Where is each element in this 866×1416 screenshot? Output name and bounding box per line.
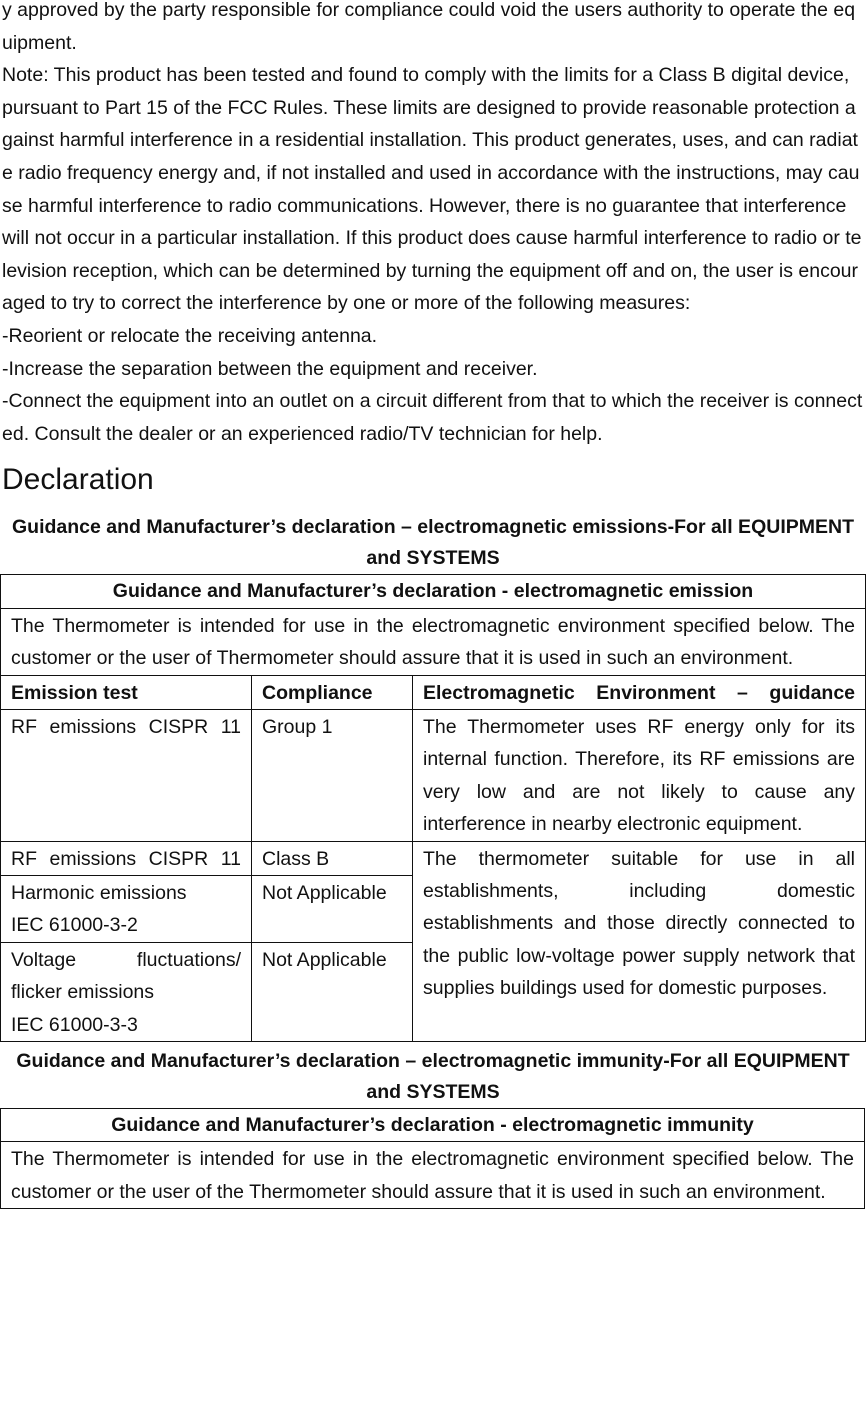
cell-emission-test (1, 942, 252, 1041)
table-row (1, 575, 866, 608)
table-header-row (1, 675, 866, 709)
fcc-note-paragraph: Note: This product has been tested and found to comply with the limits for a Class B digital device, pursuant to Part 15 of the FCC Rules. These limits are designed to provide reasonable protection against harmful interference in a residential installation. This product generates, uses, and can radiate radio frequency energy and, if not installed and used in accordance with the instructions, may cause harmful interference to radio communications. However, there is no guarantee that interference will not occur in a particular installation. If this product does cause harmful interference to radio or television reception, which can be determined by turning the equipment off and on, the user is encouraged to try to correct the interference by one or more of the following measures: (2, 64, 862, 315)
measure-outlet: -Connect the equipment into an outlet on a circuit different from that to which the receiver is connected. Consult the dealer or an experienced radio/TV technician for help. (2, 390, 863, 445)
cell-compliance: Not Applicable (252, 942, 413, 1041)
test-line: IEC 61000-3-2 (11, 914, 138, 937)
emissions-table (0, 574, 866, 1042)
cell-guidance-merged: The thermometer suitable for use in all establishments, including domestic establishments and those directly connected to the public low-voltage power supply network that supplies buildings used for domestic purposes. (413, 841, 866, 1041)
table-row (1, 608, 866, 675)
header-emission-test: Emission test (1, 675, 252, 709)
test-line: IEC 61000-3-3 (11, 1013, 138, 1036)
declaration-heading: Declaration (2, 463, 154, 497)
cell-compliance: Group 1 (252, 709, 413, 841)
emissions-table-title: Guidance and Manufacturer’s declaration - electromagnetic emission (1, 575, 866, 608)
test-line: Voltage fluctuations/ (11, 948, 241, 971)
header-compliance: Compliance (252, 675, 413, 709)
table-row (1, 841, 866, 875)
header-guidance: Electromagnetic Environment – guidance (413, 675, 866, 709)
test-line: flicker emissions (11, 981, 155, 1004)
measure-separation: -Increase the separation between the equipment and receiver. (2, 357, 538, 380)
emissions-caption: Guidance and Manufacturer’s declaration – electromagnetic emissions-For all EQUIPMENT and SYSTEMS (12, 516, 854, 570)
cell-emission-test: RF emissions CISPR 11 (1, 709, 252, 841)
cell-compliance: Not Applicable (252, 875, 413, 942)
table-row (1, 1109, 865, 1142)
immunity-table (0, 1108, 865, 1209)
cell-compliance: Class B (252, 841, 413, 875)
immunity-table-title: Guidance and Manufacturer’s declaration - electromagnetic immunity (1, 1109, 865, 1142)
fcc-warning-paragraph: y approved by the party responsible for compliance could void the users authority to operate the equipment. (2, 0, 856, 54)
measure-reorient: -Reorient or relocate the receiving antenna. (2, 324, 378, 347)
table-row (1, 709, 866, 841)
cell-emission-test: RF emissions CISPR 11 (1, 841, 252, 875)
immunity-caption: Guidance and Manufacturer’s declaration – electromagnetic immunity-For all EQUIPMENT and SYSTEMS (16, 1050, 850, 1103)
emissions-intro: The Thermometer is intended for use in the electromagnetic environment specified below. The customer or the user of Thermometer should assure that it is used in such an environment. (1, 608, 866, 675)
cell-guidance: The Thermometer uses RF energy only for its internal function. Therefore, its RF emissions are very low and are not likely to cause any interference in nearby electronic equipment. (413, 709, 866, 841)
cell-emission-test (1, 875, 252, 942)
test-line: Harmonic emissions (11, 881, 187, 904)
table-row (1, 1142, 865, 1209)
immunity-intro: The Thermometer is intended for use in the electromagnetic environment specified below. The customer or the user of the Thermometer should assure that it is used in such an environment. (1, 1142, 865, 1209)
